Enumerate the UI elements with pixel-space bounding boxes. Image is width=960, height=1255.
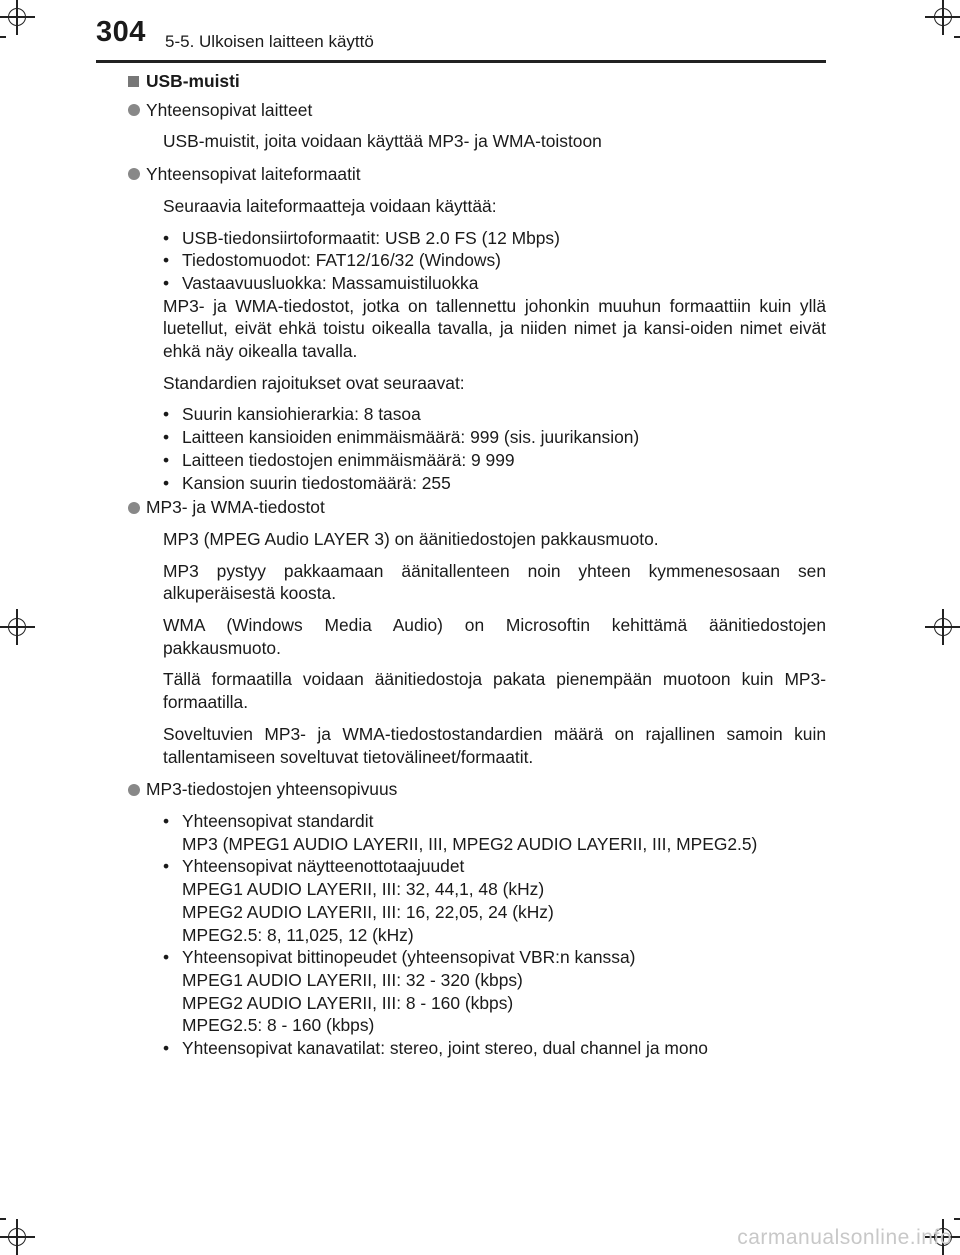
subsection-device-formats: Yhteensopivat laiteformaatit: [128, 163, 826, 186]
paragraph: Soveltuvien MP3- ja WMA-tiedostostandardien määrä on rajallinen samoin kuin tallentamiseen soveltuvat tietovälineet/formaatit.: [163, 723, 826, 767]
list-item-title: Yhteensopivat bittinopeudet (yhteensopivat VBR:n kanssa): [182, 947, 636, 968]
list-item-line: MPEG2.5: 8, 11,025, 12 (kHz): [182, 924, 414, 945]
paragraph: MP3- ja WMA-tiedostot, jotka on tallennettu johonkin muuhun formaattiin kuin yllä luetellut, eivät ehkä toistu oikealla tavalla, ja niiden nimet ja kansi-oiden nimet eivät ehkä näy oikealla tavalla.: [163, 295, 826, 362]
paragraph: WMA (Windows Media Audio) on Microsoftin kehittämä äänitiedostojen pakkausmuoto.: [163, 615, 826, 658]
crop-mark-bottom-left: [0, 1219, 35, 1255]
square-bullet-icon: [128, 76, 139, 87]
list-item-line: MPEG2.5: 8 - 160 (kbps): [182, 1015, 375, 1036]
list-item: • USB-tiedonsiirtoformaatit: USB 2.0 FS (12 Mbps): [163, 227, 560, 248]
list-item: • Laitteen tiedostojen enimmäismäärä: 9 999: [163, 449, 515, 470]
crop-mark-top-left: [0, 0, 35, 35]
trim-line: [954, 36, 960, 38]
paragraph: MP3 pystyy pakkaamaan äänitallenteen noin yhteen kymmenesosaan sen alkuperäisestä koosta.: [163, 560, 826, 604]
circle-bullet-icon: [128, 168, 140, 180]
list-item-title: Yhteensopivat näytteenottotaajuudet: [182, 856, 465, 877]
watermark[interactable]: carmanualsonline.info: [737, 1226, 952, 1249]
subsection-compatible-devices: Yhteensopivat laitteet: [128, 99, 826, 122]
list-item: • Suurin kansiohierarkia: 8 tasoa: [163, 404, 421, 425]
list-item-line: MPEG1 AUDIO LAYERII, III: 32, 44,1, 48 (kHz): [182, 879, 545, 900]
list-item: • Kansion suurin tiedostomäärä: 255: [163, 472, 451, 493]
list-item-title: Yhteensopivat standardit: [182, 810, 374, 831]
page-number: 304: [96, 16, 146, 48]
limits-list: [163, 403, 826, 494]
format-list: [163, 227, 826, 295]
list-item: • Yhteensopivat kanavatilat: stereo, joint stereo, dual channel ja mono: [163, 1038, 708, 1059]
paragraph: MP3 (MPEG Audio LAYER 3) on äänitiedostojen pakkausmuoto.: [163, 528, 659, 549]
circle-bullet-icon: [128, 104, 140, 116]
list-item-line: MPEG1 AUDIO LAYERII, III: 32 - 320 (kbps): [182, 969, 523, 990]
circle-bullet-icon: [128, 502, 140, 514]
list-item: • Laitteen kansioiden enimmäismäärä: 999 (sis. juurikansion): [163, 427, 640, 448]
trim-line: [954, 1218, 960, 1220]
paragraph: Seuraavia laiteformaatteja voidaan käyttää:: [163, 195, 497, 216]
paragraph: USB-muistit, joita voidaan käyttää MP3- ja WMA-toistoon: [163, 131, 602, 152]
subsection-compatibility: MP3-tiedostojen yhteensopivuus: [128, 778, 826, 801]
list-item: • Yhteensopivat standardit MP3 (MPEG1 AUDIO LAYERII, III, MPEG2 AUDIO LAYERII, III, MPEG2.5): [163, 810, 826, 855]
chapter-title: 5-5. Ulkoisen laitteen käyttö: [165, 32, 374, 51]
trim-line: [0, 36, 6, 38]
section-title: USB-muisti: [128, 70, 826, 93]
list-item: • Yhteensopivat bittinopeudet (yhteensopivat VBR:n kanssa) MPEG1 AUDIO LAYERII, III: 32 - 320 (kbps) MPEG2 AUDIO LAYERII, III: 8 - 160 (kbps) MPEG2.5: 8 - 160 (kbps): [163, 946, 826, 1037]
list-item: • Vastaavuusluokka: Massamuistiluokka: [163, 272, 479, 293]
crop-mark-top-right: [925, 0, 960, 35]
list-item: • Yhteensopivat näytteenottotaajuudet MPEG1 AUDIO LAYERII, III: 32, 44,1, 48 (kHz) MPEG2 AUDIO LAYERII, III: 16, 22,05, 24 (kHz) MPEG2.5: 8, 11,025, 12 (kHz): [163, 855, 826, 946]
paragraph: Tällä formaatilla voidaan äänitiedostoja pakata pienempään muotoon kuin MP3-formaatilla.: [163, 669, 826, 713]
page-content: [128, 70, 826, 1060]
list-item: • Tiedostomuodot: FAT12/16/32 (Windows): [163, 250, 501, 271]
list-item-line: MPEG2 AUDIO LAYERII, III: 16, 22,05, 24 (kHz): [182, 901, 554, 922]
crop-mark-mid-left: [0, 609, 35, 645]
circle-bullet-icon: [128, 784, 140, 796]
subsection-files: MP3- ja WMA-tiedostot: [128, 496, 826, 519]
header-divider: [96, 60, 826, 63]
list-item-text: MP3 (MPEG1 AUDIO LAYERII, III, MPEG2 AUDIO LAYERII, III, MPEG2.5): [182, 833, 758, 854]
list-item-line: MPEG2 AUDIO LAYERII, III: 8 - 160 (kbps): [182, 992, 514, 1013]
compatibility-list: [163, 810, 826, 1060]
paragraph: Standardien rajoitukset ovat seuraavat:: [163, 372, 465, 393]
crop-mark-mid-right: [925, 609, 960, 645]
trim-line: [0, 1218, 6, 1220]
